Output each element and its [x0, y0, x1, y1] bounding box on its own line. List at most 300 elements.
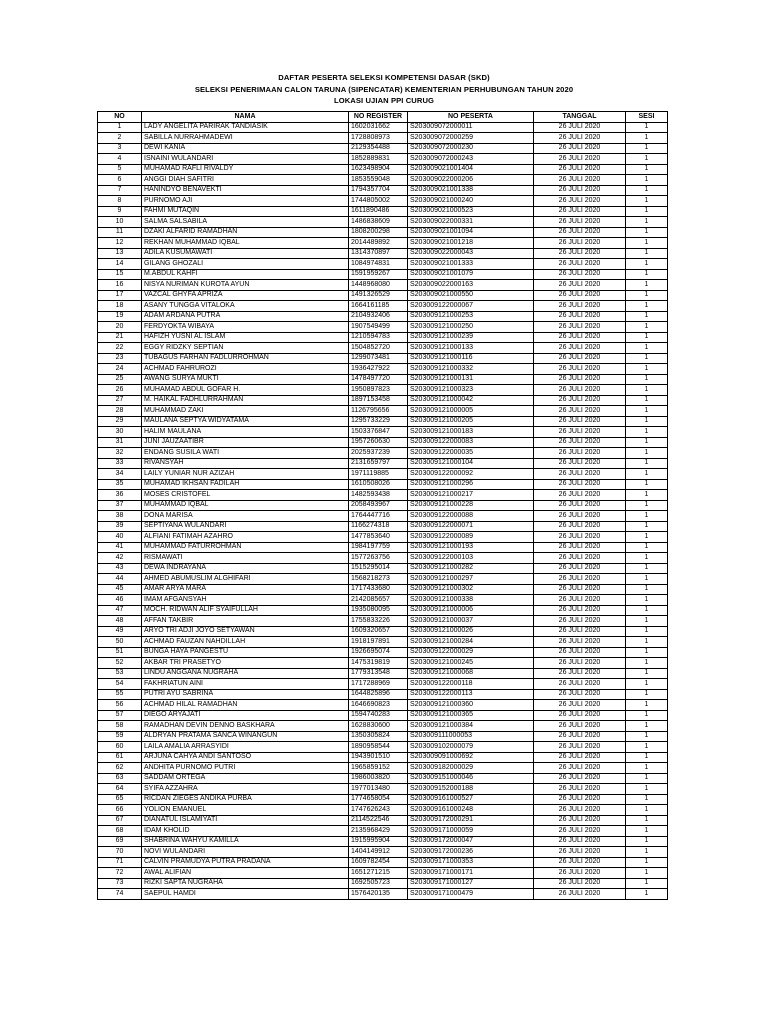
table-row	[98, 143, 668, 154]
cell-tanggal: 26 JULI 2020	[534, 532, 626, 543]
cell-no: 55	[98, 689, 142, 700]
cell-tanggal: 26 JULI 2020	[534, 259, 626, 270]
cell-no-peserta: S203009121000284	[408, 637, 534, 648]
cell-tanggal: 26 JULI 2020	[534, 889, 626, 900]
cell-nama: VAZCAL GHYFA APRIZA	[142, 290, 349, 301]
cell-nama: ACHMAD HILAL RAMADHAN	[142, 700, 349, 711]
cell-sesi: 1	[626, 815, 668, 826]
cell-no: 21	[98, 332, 142, 343]
cell-no-peserta: S203009121000296	[408, 479, 534, 490]
column-header-tanggal: TANGGAL	[534, 112, 626, 123]
cell-no: 14	[98, 259, 142, 270]
table-row	[98, 479, 668, 490]
cell-sesi: 1	[626, 133, 668, 144]
cell-sesi: 1	[626, 385, 668, 396]
cell-sesi: 1	[626, 469, 668, 480]
cell-nama: MOSES CRISTOFEL	[142, 490, 349, 501]
table-row	[98, 658, 668, 669]
cell-no-peserta: S203009121000250	[408, 322, 534, 333]
cell-no-register: 1936427922	[349, 364, 408, 375]
cell-sesi: 1	[626, 563, 668, 574]
cell-no: 9	[98, 206, 142, 217]
table-row	[98, 626, 668, 637]
cell-sesi: 1	[626, 343, 668, 354]
cell-no-peserta: S203009072000230	[408, 143, 534, 154]
cell-no-register: 1692505723	[349, 878, 408, 889]
table-row	[98, 280, 668, 291]
cell-no-register: 1986003820	[349, 773, 408, 784]
table-row	[98, 206, 668, 217]
table-row	[98, 868, 668, 879]
cell-no-peserta: S203009121000005	[408, 406, 534, 417]
cell-no-register: 1609782454	[349, 857, 408, 868]
cell-tanggal: 26 JULI 2020	[534, 878, 626, 889]
cell-sesi: 1	[626, 301, 668, 312]
participant-table	[97, 111, 668, 900]
cell-no: 32	[98, 448, 142, 459]
cell-nama: HANINDYO BENAVEKTI	[142, 185, 349, 196]
cell-no-register: 1623498904	[349, 164, 408, 175]
cell-tanggal: 26 JULI 2020	[534, 521, 626, 532]
cell-sesi: 1	[626, 836, 668, 847]
cell-sesi: 1	[626, 353, 668, 364]
cell-sesi: 1	[626, 878, 668, 889]
cell-no-peserta: S203009072000259	[408, 133, 534, 144]
cell-no-register: 1984197759	[349, 542, 408, 553]
cell-no-register: 1971119885	[349, 469, 408, 480]
cell-no: 37	[98, 500, 142, 511]
cell-tanggal: 26 JULI 2020	[534, 458, 626, 469]
cell-no-peserta: S203009122000071	[408, 521, 534, 532]
exam-location: LOKASI UJIAN PPI CURUG	[333, 96, 435, 105]
cell-no-register: 1717288969	[349, 679, 408, 690]
table-row	[98, 710, 668, 721]
cell-no-peserta: S203009121000042	[408, 395, 534, 406]
cell-no-peserta: S203009121000253	[408, 311, 534, 322]
cell-sesi: 1	[626, 773, 668, 784]
cell-nama: EGGY RIDZKY SEPTIAN	[142, 343, 349, 354]
cell-no-peserta: S203009022000206	[408, 175, 534, 186]
cell-tanggal: 26 JULI 2020	[534, 773, 626, 784]
cell-no-register: 1755833226	[349, 616, 408, 627]
cell-no-register: 1568218273	[349, 574, 408, 585]
table-row	[98, 385, 668, 396]
cell-nama: MAULANA SEPTYA WIDYATAMA	[142, 416, 349, 427]
cell-nama: SADDAM ORTEGA	[142, 773, 349, 784]
cell-tanggal: 26 JULI 2020	[534, 637, 626, 648]
cell-no-register: 1950897823	[349, 385, 408, 396]
cell-no-peserta: S203009161000248	[408, 805, 534, 816]
cell-nama: DEWA INDRAYANA	[142, 563, 349, 574]
document-title: DAFTAR PESERTA SELEKSI KOMPETENSI DASAR (SKD)	[278, 73, 490, 82]
cell-no: 3	[98, 143, 142, 154]
cell-no-register: 1728808973	[349, 133, 408, 144]
table-row	[98, 584, 668, 595]
cell-nama: ANGGI DIAH SAFITRI	[142, 175, 349, 186]
cell-sesi: 1	[626, 763, 668, 774]
cell-no-register: 2025937239	[349, 448, 408, 459]
cell-tanggal: 26 JULI 2020	[534, 490, 626, 501]
cell-sesi: 1	[626, 616, 668, 627]
cell-nama: ACHMAD FAUZAN NAHDILLAH	[142, 637, 349, 648]
cell-nama: AWANG SURYA MUKTI	[142, 374, 349, 385]
cell-no-register: 1448968080	[349, 280, 408, 291]
cell-sesi: 1	[626, 490, 668, 501]
cell-no-register: 1717433680	[349, 584, 408, 595]
cell-no-peserta: S203009122000083	[408, 437, 534, 448]
cell-no-register: 1210594783	[349, 332, 408, 343]
cell-sesi: 1	[626, 311, 668, 322]
cell-no-register: 1764447716	[349, 511, 408, 522]
cell-nama: LINDU ANGGANA NUGRAHA	[142, 668, 349, 679]
cell-sesi: 1	[626, 626, 668, 637]
cell-sesi: 1	[626, 364, 668, 375]
cell-nama: M.ABDUL KAHFI	[142, 269, 349, 280]
cell-no-peserta: S203009111000053	[408, 731, 534, 742]
cell-sesi: 1	[626, 448, 668, 459]
cell-no: 64	[98, 784, 142, 795]
cell-no: 52	[98, 658, 142, 669]
cell-nama: RIZKI SAPTA NUGRAHA	[142, 878, 349, 889]
cell-no-peserta: S203009152000188	[408, 784, 534, 795]
table-row	[98, 196, 668, 207]
cell-nama: M. HAIKAL FADHLURRAHMAN	[142, 395, 349, 406]
cell-no: 35	[98, 479, 142, 490]
cell-no-peserta: S203009171000479	[408, 889, 534, 900]
cell-no-peserta: S203009161000527	[408, 794, 534, 805]
table-row	[98, 238, 668, 249]
cell-no: 22	[98, 343, 142, 354]
table-row	[98, 521, 668, 532]
cell-nama: HALIM MAULANA	[142, 427, 349, 438]
cell-no-register: 1852889831	[349, 154, 408, 165]
cell-no-register: 1576420135	[349, 889, 408, 900]
cell-tanggal: 26 JULI 2020	[534, 605, 626, 616]
table-row	[98, 406, 668, 417]
cell-tanggal: 26 JULI 2020	[534, 626, 626, 637]
cell-tanggal: 26 JULI 2020	[534, 343, 626, 354]
document-header	[0, 72, 768, 107]
cell-no: 2	[98, 133, 142, 144]
cell-no-register: 1794357704	[349, 185, 408, 196]
cell-no: 25	[98, 374, 142, 385]
cell-no: 20	[98, 322, 142, 333]
cell-no: 61	[98, 752, 142, 763]
cell-tanggal: 26 JULI 2020	[534, 217, 626, 228]
column-header-no: NO	[98, 112, 142, 123]
cell-no-peserta: S203009021000523	[408, 206, 534, 217]
cell-no: 24	[98, 364, 142, 375]
cell-sesi: 1	[626, 269, 668, 280]
cell-no-register: 1907549499	[349, 322, 408, 333]
cell-nama: LAILY YUNIAR NUR AZIZAH	[142, 469, 349, 480]
cell-tanggal: 26 JULI 2020	[534, 448, 626, 459]
cell-no-register: 1890958544	[349, 742, 408, 753]
cell-nama: MUHAMMAD FATURROHMAN	[142, 542, 349, 553]
cell-no-peserta: S203009072000011	[408, 122, 534, 133]
cell-tanggal: 26 JULI 2020	[534, 721, 626, 732]
cell-no-peserta: S203009121000217	[408, 490, 534, 501]
cell-no-peserta: S203009172000047	[408, 836, 534, 847]
cell-no-peserta: S203009172000236	[408, 847, 534, 858]
cell-no: 15	[98, 269, 142, 280]
cell-no-register: 1515295014	[349, 563, 408, 574]
cell-no-register: 2014489892	[349, 238, 408, 249]
cell-no-peserta: S203009072000243	[408, 154, 534, 165]
cell-no-register: 1591959267	[349, 269, 408, 280]
cell-no-peserta: S203009021001079	[408, 269, 534, 280]
cell-no: 36	[98, 490, 142, 501]
cell-tanggal: 26 JULI 2020	[534, 133, 626, 144]
cell-no-peserta: S203009151000046	[408, 773, 534, 784]
cell-no-register: 1644825896	[349, 689, 408, 700]
cell-no-register: 1577263756	[349, 553, 408, 564]
table-row	[98, 647, 668, 658]
cell-nama: ENDANG SUSILA WATI	[142, 448, 349, 459]
cell-no-register: 1628830600	[349, 721, 408, 732]
cell-no-peserta: S203009121000239	[408, 332, 534, 343]
table-row	[98, 805, 668, 816]
cell-no-register: 1915995904	[349, 836, 408, 847]
table-row	[98, 133, 668, 144]
table-row	[98, 427, 668, 438]
cell-sesi: 1	[626, 847, 668, 858]
cell-sesi: 1	[626, 206, 668, 217]
cell-no: 51	[98, 647, 142, 658]
cell-no-register: 1491326529	[349, 290, 408, 301]
cell-tanggal: 26 JULI 2020	[534, 668, 626, 679]
cell-no-peserta: S203009121000365	[408, 710, 534, 721]
cell-no: 73	[98, 878, 142, 889]
cell-tanggal: 26 JULI 2020	[534, 322, 626, 333]
cell-sesi: 1	[626, 416, 668, 427]
cell-no: 48	[98, 616, 142, 627]
cell-nama: TUBAGUS FARHAN FADLURROHMAN	[142, 353, 349, 364]
cell-sesi: 1	[626, 175, 668, 186]
cell-no-peserta: S203009122000029	[408, 647, 534, 658]
table-row	[98, 763, 668, 774]
cell-sesi: 1	[626, 595, 668, 606]
cell-nama: MUHAMMAD ZAKI	[142, 406, 349, 417]
cell-no-peserta: S203009171000353	[408, 857, 534, 868]
cell-tanggal: 26 JULI 2020	[534, 689, 626, 700]
cell-sesi: 1	[626, 605, 668, 616]
cell-tanggal: 26 JULI 2020	[534, 847, 626, 858]
table-row	[98, 269, 668, 280]
cell-no-peserta: S203009171000171	[408, 868, 534, 879]
cell-no-peserta: S203009121000228	[408, 500, 534, 511]
cell-no-register: 1314370897	[349, 248, 408, 259]
cell-sesi: 1	[626, 374, 668, 385]
table-row	[98, 836, 668, 847]
table-row	[98, 248, 668, 259]
table-row	[98, 878, 668, 889]
table-row	[98, 700, 668, 711]
column-header-no-peserta: NO PESERTA	[408, 112, 534, 123]
table-row	[98, 364, 668, 375]
cell-nama: NISYA NURIMAN KUROTA AYUN	[142, 280, 349, 291]
cell-tanggal: 26 JULI 2020	[534, 196, 626, 207]
table-row	[98, 742, 668, 753]
cell-nama: FAKHRIATUN AINI	[142, 679, 349, 690]
cell-tanggal: 26 JULI 2020	[534, 238, 626, 249]
cell-nama: MUHAMMAD IQBAL	[142, 500, 349, 511]
cell-no: 11	[98, 227, 142, 238]
cell-no-peserta: S203009021000550	[408, 290, 534, 301]
table-row	[98, 332, 668, 343]
cell-nama: HAFIZH YUSNI AL ISLAM	[142, 332, 349, 343]
cell-no-peserta: S203009121000068	[408, 668, 534, 679]
cell-tanggal: 26 JULI 2020	[534, 364, 626, 375]
cell-tanggal: 26 JULI 2020	[534, 511, 626, 522]
cell-sesi: 1	[626, 689, 668, 700]
cell-no-peserta: S203009122000067	[408, 301, 534, 312]
cell-no-peserta: S203009121000006	[408, 605, 534, 616]
table-row	[98, 416, 668, 427]
cell-no: 71	[98, 857, 142, 868]
cell-no-peserta: S203009121000104	[408, 458, 534, 469]
cell-nama: MUHAMAD ABDUL GOFAR H.	[142, 385, 349, 396]
cell-nama: ARJUNA CAHYA ANDI SANTOSO	[142, 752, 349, 763]
cell-no-register: 1477853640	[349, 532, 408, 543]
cell-no-peserta: S203009121000037	[408, 616, 534, 627]
table-row	[98, 668, 668, 679]
cell-tanggal: 26 JULI 2020	[534, 164, 626, 175]
cell-nama: MOCH. RIDWAN ALIF SYAIFULLAH	[142, 605, 349, 616]
cell-tanggal: 26 JULI 2020	[534, 836, 626, 847]
cell-sesi: 1	[626, 700, 668, 711]
cell-sesi: 1	[626, 532, 668, 543]
cell-sesi: 1	[626, 437, 668, 448]
cell-tanggal: 26 JULI 2020	[534, 826, 626, 837]
cell-no-register: 1404149912	[349, 847, 408, 858]
cell-tanggal: 26 JULI 2020	[534, 815, 626, 826]
cell-sesi: 1	[626, 238, 668, 249]
cell-nama: AWAL ALIFIAN	[142, 868, 349, 879]
cell-sesi: 1	[626, 553, 668, 564]
cell-no-register: 1611890486	[349, 206, 408, 217]
cell-sesi: 1	[626, 868, 668, 879]
cell-nama: RAMADHAN DEVIN DENNO BASKHARA	[142, 721, 349, 732]
cell-no-peserta: S203009021001333	[408, 259, 534, 270]
cell-no-peserta: S203009121000384	[408, 721, 534, 732]
cell-tanggal: 26 JULI 2020	[534, 469, 626, 480]
cell-tanggal: 26 JULI 2020	[534, 385, 626, 396]
cell-nama: PURNOMO AJI	[142, 196, 349, 207]
cell-nama: DIEGO ARYAJATI	[142, 710, 349, 721]
cell-no-register: 1897153458	[349, 395, 408, 406]
cell-no: 65	[98, 794, 142, 805]
cell-nama: AMAR ARYA MARA	[142, 584, 349, 595]
cell-tanggal: 26 JULI 2020	[534, 710, 626, 721]
cell-no-register: 1084974831	[349, 259, 408, 270]
cell-nama: PUTRI AYU SABRINA	[142, 689, 349, 700]
cell-tanggal: 26 JULI 2020	[534, 857, 626, 868]
cell-nama: SYIFA AZZAHRA	[142, 784, 349, 795]
cell-tanggal: 26 JULI 2020	[534, 427, 626, 438]
cell-nama: DEWI KANIA	[142, 143, 349, 154]
table-row	[98, 395, 668, 406]
cell-nama: YOLION EMANUEL	[142, 805, 349, 816]
cell-no-register: 1482593438	[349, 490, 408, 501]
cell-sesi: 1	[626, 647, 668, 658]
cell-sesi: 1	[626, 185, 668, 196]
cell-no: 13	[98, 248, 142, 259]
cell-sesi: 1	[626, 196, 668, 207]
cell-tanggal: 26 JULI 2020	[534, 763, 626, 774]
cell-tanggal: 26 JULI 2020	[534, 332, 626, 343]
cell-tanggal: 26 JULI 2020	[534, 248, 626, 259]
cell-no: 7	[98, 185, 142, 196]
cell-no: 57	[98, 710, 142, 721]
cell-no-register: 1504852720	[349, 343, 408, 354]
cell-no-peserta: S203009171000127	[408, 878, 534, 889]
cell-no-register: 1646690823	[349, 700, 408, 711]
table-row	[98, 542, 668, 553]
cell-tanggal: 26 JULI 2020	[534, 679, 626, 690]
cell-sesi: 1	[626, 458, 668, 469]
table-row	[98, 448, 668, 459]
cell-no-register: 1486838609	[349, 217, 408, 228]
cell-tanggal: 26 JULI 2020	[534, 395, 626, 406]
table-row	[98, 469, 668, 480]
cell-sesi: 1	[626, 395, 668, 406]
cell-no-register: 2131659797	[349, 458, 408, 469]
cell-no-register: 1664161185	[349, 301, 408, 312]
table-row	[98, 500, 668, 511]
table-row	[98, 847, 668, 858]
cell-no-peserta: S203009021001404	[408, 164, 534, 175]
cell-tanggal: 26 JULI 2020	[534, 700, 626, 711]
table-row	[98, 175, 668, 186]
cell-no: 62	[98, 763, 142, 774]
cell-no-peserta: S203009121000302	[408, 584, 534, 595]
cell-no: 27	[98, 395, 142, 406]
cell-sesi: 1	[626, 752, 668, 763]
cell-tanggal: 26 JULI 2020	[534, 500, 626, 511]
cell-sesi: 1	[626, 784, 668, 795]
table-row	[98, 679, 668, 690]
cell-nama: RISMAWATI	[142, 553, 349, 564]
cell-tanggal: 26 JULI 2020	[534, 290, 626, 301]
table-row	[98, 374, 668, 385]
cell-sesi: 1	[626, 122, 668, 133]
cell-no-peserta: S203009121000245	[408, 658, 534, 669]
cell-no-peserta: S203009122000092	[408, 469, 534, 480]
cell-no: 45	[98, 584, 142, 595]
cell-nama: DIANATUL ISLAMIYATI	[142, 815, 349, 826]
cell-no: 66	[98, 805, 142, 816]
table-row	[98, 122, 668, 133]
table-row	[98, 322, 668, 333]
cell-tanggal: 26 JULI 2020	[534, 616, 626, 627]
cell-no-peserta: S203009121000193	[408, 542, 534, 553]
cell-no: 40	[98, 532, 142, 543]
cell-nama: GILANG GHOZALI	[142, 259, 349, 270]
table-row	[98, 773, 668, 784]
cell-nama: AKBAR TRI PRASETYO	[142, 658, 349, 669]
cell-nama: ADILA KUSUMAWATI	[142, 248, 349, 259]
cell-no: 38	[98, 511, 142, 522]
cell-nama: LADY ANGELITA PARIRAK TANDIASIK	[142, 122, 349, 133]
cell-no: 44	[98, 574, 142, 585]
cell-no-peserta: S203009121000116	[408, 353, 534, 364]
cell-no-register: 1747626243	[349, 805, 408, 816]
cell-no: 17	[98, 290, 142, 301]
table-row	[98, 532, 668, 543]
cell-no: 10	[98, 217, 142, 228]
cell-nama: ALDRYAN PRATAMA SANCA WINANGUN	[142, 731, 349, 742]
